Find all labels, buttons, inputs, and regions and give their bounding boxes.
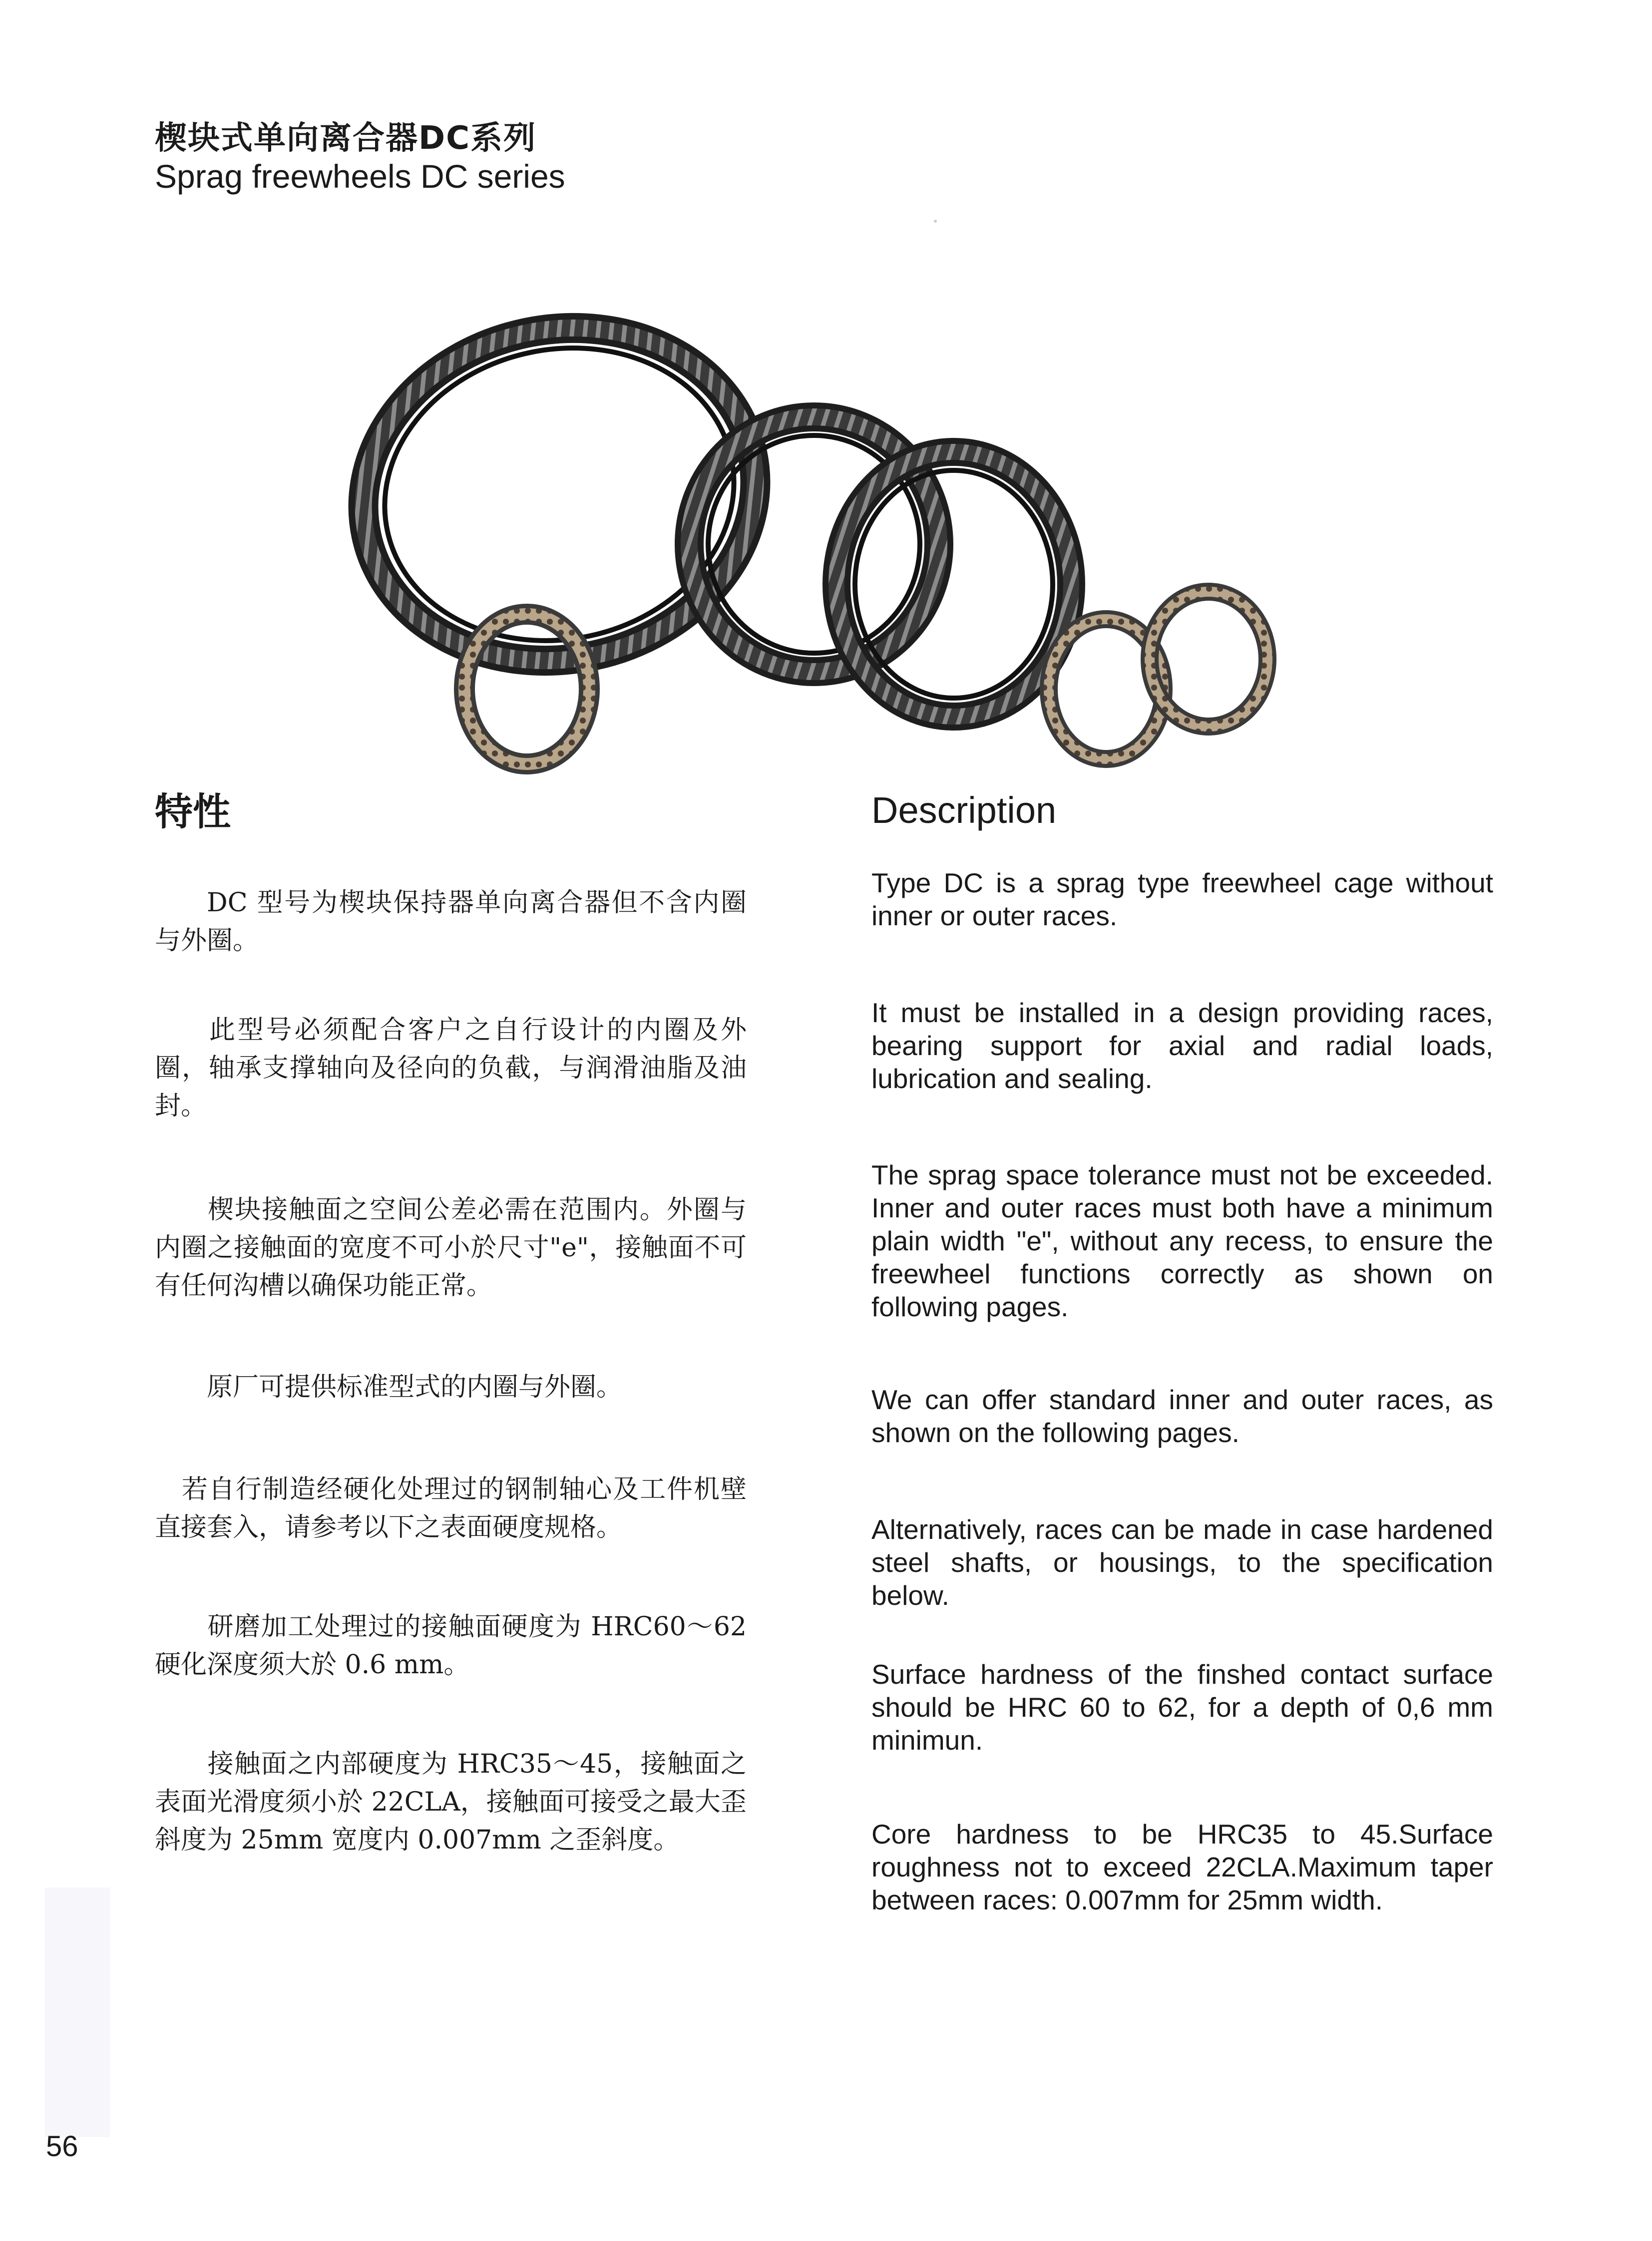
page-number: 56 bbox=[46, 2130, 78, 2163]
section-heading-zh: 特性 bbox=[155, 789, 231, 834]
page-title-zh: 楔块式单向离合器DC系列 bbox=[155, 120, 537, 157]
margin-shade bbox=[45, 1887, 110, 2137]
zh-paragraph-5: 若自行制造经硬化处理过的钢制轴心及工件机壁直接套入，请参考以下之表面硬度规格。 bbox=[155, 1475, 747, 1542]
en-paragraph-4: We can offer standard inner and outer races, as shown on the following pages. bbox=[871, 1384, 1493, 1448]
en-paragraph-5: Alternatively, races can be made in case hardened steel shafts, or housings, to the specification below. bbox=[871, 1514, 1493, 1611]
small-sprag-cage bbox=[836, 452, 1071, 717]
zh-paragraph-6: 研磨加工处理过的接触面硬度为 HRC60～62 硬化深度须大於 0.6 mm。 bbox=[155, 1612, 747, 1680]
zh-paragraph-3: 楔块接触面之空间公差必需在范围内。外圈与内圈之接触面的宽度不可小於尺寸"e"，接触面不可有任何沟槽以确保功能正常。 bbox=[155, 1195, 747, 1301]
product-photo bbox=[325, 265, 1323, 789]
en-paragraph-7: Core hardness to be HRC35 to 45.Surface roughness not to exceed 22CLA.Maximum taper between races: 0.007mm for 25mm width. bbox=[871, 1819, 1493, 1915]
zh-paragraph-1: DC 型号为楔块保持器单向离合器但不含内圈与外圈。 bbox=[155, 888, 747, 956]
en-paragraph-1: Type DC is a sprag type freewheel cage without inner or outer races. bbox=[871, 867, 1493, 931]
zh-paragraph-4: 原厂可提供标准型式的内圈与外圈。 bbox=[207, 1372, 623, 1402]
en-paragraph-6: Surface hardness of the finshed contact surface should be HRC 60 to 62, for a depth of 0,6 mm minimun. bbox=[871, 1659, 1493, 1756]
zh-paragraph-7: 接触面之内部硬度为 HRC35～45，接触面之表面光滑度须小於 22CLA，接触面可接受之最大歪斜度为 25mm 宽度内 0.007mm 之歪斜度。 bbox=[155, 1749, 747, 1855]
section-heading-en: Description bbox=[871, 789, 1057, 831]
small-bearing-left bbox=[464, 614, 589, 764]
en-paragraph-2: It must be installed in a design providing races, bearing support for axial and radial loads, lubrication and sealing. bbox=[871, 997, 1493, 1094]
speck bbox=[934, 220, 937, 223]
en-paragraph-3: The sprag space tolerance must not be exceeded. Inner and outer races must both have a minimum plain width "e", without any recess, to ensure the freewheel functions correctly as shown on following pages. bbox=[871, 1159, 1493, 1322]
zh-paragraph-2: 此型号必须配合客户之自行设计的内圈及外圈，轴承支撑轴向及径向的负截，与润滑油脂及油封。 bbox=[155, 1015, 747, 1121]
page-title-en: Sprag freewheels DC series bbox=[155, 158, 565, 195]
